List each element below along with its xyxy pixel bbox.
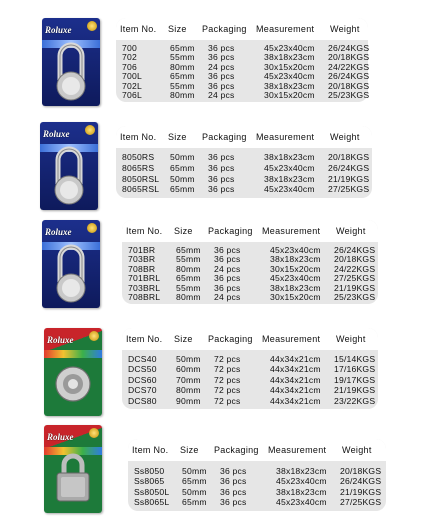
packaging-cell: 36 pcs <box>208 80 235 91</box>
measurement-cell: 30x15x20cm <box>270 292 321 302</box>
packaging-cell: 36 pcs <box>208 52 235 63</box>
header-packaging: Packaging <box>214 445 259 455</box>
measurement-cell: 44x34x21cm <box>270 385 321 396</box>
table-row <box>116 81 368 90</box>
brand-logo: Roluxe <box>43 129 70 139</box>
weight-cell: 20/18KGS <box>328 80 370 91</box>
size-cell: 60mm <box>176 364 201 375</box>
weight-cell: 27/25KGS <box>340 497 382 508</box>
table-row <box>116 43 368 52</box>
weight-cell: 24/22KGS <box>328 61 370 72</box>
weight-cell: 20/18KGS <box>328 52 370 63</box>
item-no-cell: Ss8065L <box>134 497 170 508</box>
table-row <box>122 283 378 292</box>
padlock-icon <box>42 220 100 308</box>
header-weight: Weight <box>336 226 366 236</box>
table-row <box>122 245 378 254</box>
table-row <box>122 264 378 273</box>
item-no-cell: Ss8050L <box>134 486 170 497</box>
size-cell: 65mm <box>176 273 201 284</box>
packaging-cell: 36 pcs <box>208 71 235 82</box>
size-cell: 55mm <box>170 52 195 63</box>
item-no-cell: DCS70 <box>128 385 157 396</box>
size-cell: 65mm <box>170 184 195 195</box>
item-no-cell: DCS80 <box>128 395 157 406</box>
measurement-cell: 38x18x23cm <box>276 466 327 476</box>
table-row <box>116 52 368 61</box>
size-cell: 90mm <box>176 395 201 406</box>
header-packaging: Packaging <box>208 334 253 344</box>
header-packaging: Packaging <box>202 132 247 142</box>
weight-cell: 20/18KGS <box>334 254 376 265</box>
packaging-cell: 36 pcs <box>220 497 247 508</box>
size-cell: 65mm <box>170 162 195 173</box>
weight-cell: 24/22KGS <box>334 263 376 274</box>
weight-cell: 26/24KGS <box>334 245 376 255</box>
packaging-cell: 36 pcs <box>208 43 235 53</box>
table-row <box>116 90 368 99</box>
measurement-cell: 44x34x21cm <box>270 354 321 364</box>
table-row <box>116 163 372 172</box>
packaging-cell: 36 pcs <box>208 184 235 195</box>
packaging-cell: 36 pcs <box>220 486 247 497</box>
item-no-cell: 700L <box>122 71 142 82</box>
table-row <box>122 364 378 373</box>
product-section <box>0 425 440 525</box>
table-row <box>122 254 378 263</box>
padlock-icon <box>40 122 98 210</box>
header-size: Size <box>174 334 193 344</box>
packaging-cell: 36 pcs <box>214 273 241 284</box>
table-row <box>122 354 378 363</box>
size-cell: 55mm <box>170 80 195 91</box>
size-cell: 65mm <box>182 497 207 508</box>
item-no-cell: Ss8065 <box>134 476 165 487</box>
table-row <box>116 62 368 71</box>
measurement-cell: 38x18x23cm <box>270 254 321 265</box>
table-header <box>116 126 372 148</box>
item-no-cell: 8065RSL <box>122 184 160 195</box>
table-row <box>128 487 386 496</box>
item-no-cell: DCS40 <box>128 354 157 364</box>
item-no-cell: 702L <box>122 80 142 91</box>
size-cell: 55mm <box>176 254 201 265</box>
size-cell: 50mm <box>182 486 207 497</box>
measurement-cell: 44x34x21cm <box>270 364 321 375</box>
header-item-no: Item No. <box>126 226 163 236</box>
packaging-cell: 72 pcs <box>214 364 241 375</box>
weight-cell: 20/18KGS <box>328 152 370 162</box>
packaging-cell: 24 pcs <box>214 292 241 302</box>
size-cell: 80mm <box>170 90 195 100</box>
packaging-cell: 36 pcs <box>208 162 235 173</box>
product-section <box>0 328 440 428</box>
padlock-icon <box>44 328 102 416</box>
weight-cell: 21/19KGS <box>340 486 382 497</box>
weight-cell: 21/19KGS <box>334 282 376 293</box>
header-packaging: Packaging <box>202 24 247 34</box>
header-item-no: Item No. <box>120 132 157 142</box>
table-row <box>122 273 378 282</box>
item-no-cell: 8050RS <box>122 152 155 162</box>
size-cell: 50mm <box>170 152 195 162</box>
header-size: Size <box>168 132 187 142</box>
size-cell: 80mm <box>176 263 201 274</box>
packaging-cell: 24 pcs <box>208 90 235 100</box>
table-row <box>128 476 386 485</box>
weight-cell: 15/14KGS <box>334 354 376 364</box>
header-weight: Weight <box>330 24 360 34</box>
packaging-cell: 36 pcs <box>220 466 247 476</box>
header-size: Size <box>174 226 193 236</box>
measurement-cell: 44x34x21cm <box>270 374 321 385</box>
packaging-cell: 72 pcs <box>214 354 241 364</box>
item-no-cell: 703BRL <box>128 282 161 293</box>
measurement-cell: 45x23x40cm <box>264 184 315 195</box>
product-package-image <box>44 425 102 513</box>
header-size: Size <box>168 24 187 34</box>
item-no-cell: 8065RS <box>122 162 155 173</box>
weight-cell: 20/18KGS <box>340 466 382 476</box>
measurement-cell: 30x15x20cm <box>264 61 315 72</box>
weight-cell: 17/16KGS <box>334 364 376 375</box>
measurement-cell: 38x18x23cm <box>264 152 315 162</box>
table-row <box>122 375 378 384</box>
measurement-cell: 45x23x40cm <box>270 273 321 284</box>
header-measurement: Measurement <box>256 132 315 142</box>
size-cell: 55mm <box>176 282 201 293</box>
table-row <box>116 152 372 161</box>
weight-cell: 25/23KGS <box>328 90 370 100</box>
item-no-cell: 8050RSL <box>122 173 160 184</box>
measurement-cell: 38x18x23cm <box>264 52 315 63</box>
size-cell: 80mm <box>176 385 201 396</box>
item-no-cell: 706L <box>122 90 142 100</box>
item-no-cell: 708BRL <box>128 292 161 302</box>
product-package-image <box>44 328 102 416</box>
spec-table <box>122 220 378 304</box>
size-cell: 70mm <box>176 374 201 385</box>
table-row <box>116 174 372 183</box>
packaging-cell: 36 pcs <box>214 245 241 255</box>
size-cell: 65mm <box>176 245 201 255</box>
product-section <box>0 122 440 222</box>
table-header <box>122 220 378 242</box>
packaging-cell: 36 pcs <box>208 173 235 184</box>
item-no-cell: 701BRL <box>128 273 161 284</box>
measurement-cell: 45x23x40cm <box>264 43 315 53</box>
table-row <box>122 292 378 301</box>
spec-table <box>128 439 386 511</box>
packaging-cell: 36 pcs <box>214 282 241 293</box>
product-section <box>0 220 440 320</box>
measurement-cell: 45x23x40cm <box>264 71 315 82</box>
header-item-no: Item No. <box>132 445 169 455</box>
header-size: Size <box>180 445 199 455</box>
product-section <box>0 18 440 118</box>
spec-table <box>122 328 378 409</box>
table-row <box>116 184 372 193</box>
spec-table <box>116 126 372 198</box>
packaging-cell: 72 pcs <box>214 385 241 396</box>
table-header <box>128 439 386 461</box>
size-cell: 65mm <box>182 476 207 487</box>
weight-cell: 23/22KGS <box>334 395 376 406</box>
padlock-icon <box>44 425 102 513</box>
item-no-cell: 702 <box>122 52 137 63</box>
packaging-cell: 36 pcs <box>208 152 235 162</box>
weight-cell: 19/17KGS <box>334 374 376 385</box>
measurement-cell: 30x15x20cm <box>270 263 321 274</box>
header-item-no: Item No. <box>120 24 157 34</box>
header-weight: Weight <box>330 132 360 142</box>
size-cell: 50mm <box>176 354 201 364</box>
table-row <box>122 385 378 394</box>
spec-table <box>116 18 368 102</box>
size-cell: 65mm <box>170 43 195 53</box>
packaging-cell: 24 pcs <box>214 263 241 274</box>
weight-cell: 26/24KGS <box>328 43 370 53</box>
table-row <box>128 497 386 506</box>
item-no-cell: DCS60 <box>128 374 157 385</box>
header-measurement: Measurement <box>262 334 321 344</box>
measurement-cell: 38x18x23cm <box>264 80 315 91</box>
header-weight: Weight <box>342 445 372 455</box>
header-measurement: Measurement <box>256 24 315 34</box>
packaging-cell: 72 pcs <box>214 374 241 385</box>
weight-cell: 21/19KGS <box>328 173 370 184</box>
size-cell: 80mm <box>176 292 201 302</box>
header-weight: Weight <box>336 334 366 344</box>
packaging-cell: 36 pcs <box>220 476 247 487</box>
measurement-cell: 38x18x23cm <box>270 282 321 293</box>
size-cell: 80mm <box>170 61 195 72</box>
table-header <box>116 18 368 40</box>
measurement-cell: 38x18x23cm <box>264 173 315 184</box>
product-package-image <box>42 18 100 106</box>
product-package-image <box>42 220 100 308</box>
table-row <box>116 71 368 80</box>
weight-cell: 26/24KGS <box>328 162 370 173</box>
weight-cell: 21/19KGS <box>334 385 376 396</box>
item-no-cell: 703BR <box>128 254 156 265</box>
item-no-cell: 701BR <box>128 245 156 255</box>
weight-cell: 27/25KGS <box>328 184 370 195</box>
header-item-no: Item No. <box>126 334 163 344</box>
measurement-cell: 45x23x40cm <box>276 497 327 508</box>
measurement-cell: 45x23x40cm <box>276 476 327 487</box>
packaging-cell: 36 pcs <box>214 254 241 265</box>
item-no-cell: Ss8050 <box>134 466 165 476</box>
brand-logo: Roluxe <box>47 335 74 345</box>
product-package-image <box>40 122 98 210</box>
padlock-icon <box>42 18 100 106</box>
measurement-cell: 30x15x20cm <box>264 90 315 100</box>
brand-logo: Roluxe <box>47 432 74 442</box>
header-measurement: Measurement <box>268 445 327 455</box>
item-no-cell: 708BR <box>128 263 156 274</box>
header-measurement: Measurement <box>262 226 321 236</box>
measurement-cell: 44x34x21cm <box>270 395 321 406</box>
weight-cell: 25/23KGS <box>334 292 376 302</box>
size-cell: 65mm <box>170 71 195 82</box>
weight-cell: 27/25KGS <box>334 273 376 284</box>
weight-cell: 26/24KGS <box>328 71 370 82</box>
item-no-cell: DCS50 <box>128 364 157 375</box>
table-header <box>122 328 378 350</box>
table-row <box>128 466 386 475</box>
item-no-cell: 700 <box>122 43 137 53</box>
packaging-cell: 24 pcs <box>208 61 235 72</box>
measurement-cell: 45x23x40cm <box>264 162 315 173</box>
brand-logo: Roluxe <box>45 227 72 237</box>
brand-logo: Roluxe <box>45 25 72 35</box>
item-no-cell: 706 <box>122 61 137 72</box>
header-packaging: Packaging <box>208 226 253 236</box>
measurement-cell: 38x18x23cm <box>276 486 327 497</box>
weight-cell: 26/24KGS <box>340 476 382 487</box>
table-row <box>122 396 378 405</box>
size-cell: 50mm <box>170 173 195 184</box>
size-cell: 50mm <box>182 466 207 476</box>
measurement-cell: 45x23x40cm <box>270 245 321 255</box>
packaging-cell: 72 pcs <box>214 395 241 406</box>
